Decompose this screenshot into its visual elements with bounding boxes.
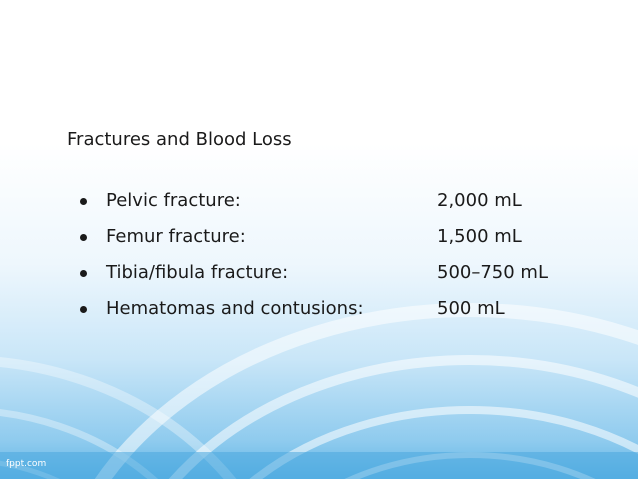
slide-title: Fractures and Blood Loss	[67, 129, 292, 150]
bullet-icon	[80, 306, 87, 313]
footer-brand-watermark: fppt.com	[6, 459, 47, 469]
bullet-label: Hematomas and contusions:	[106, 298, 364, 319]
list-item	[77, 226, 597, 262]
list-item	[77, 190, 597, 226]
bullet-label: Pelvic fracture:	[106, 190, 241, 211]
bullet-icon	[80, 198, 87, 205]
bullet-value: 1,500 mL	[437, 226, 522, 247]
bullet-label: Tibia/fibula fracture:	[106, 262, 289, 283]
bullet-value: 2,000 mL	[437, 190, 522, 211]
bullet-list	[77, 190, 597, 334]
bullet-value: 500 mL	[437, 298, 505, 319]
bullet-icon	[80, 234, 87, 241]
bullet-label: Femur fracture:	[106, 226, 246, 247]
bullet-icon	[80, 270, 87, 277]
bullet-value: 500–750 mL	[437, 262, 548, 283]
list-item	[77, 298, 597, 334]
list-item	[77, 262, 597, 298]
